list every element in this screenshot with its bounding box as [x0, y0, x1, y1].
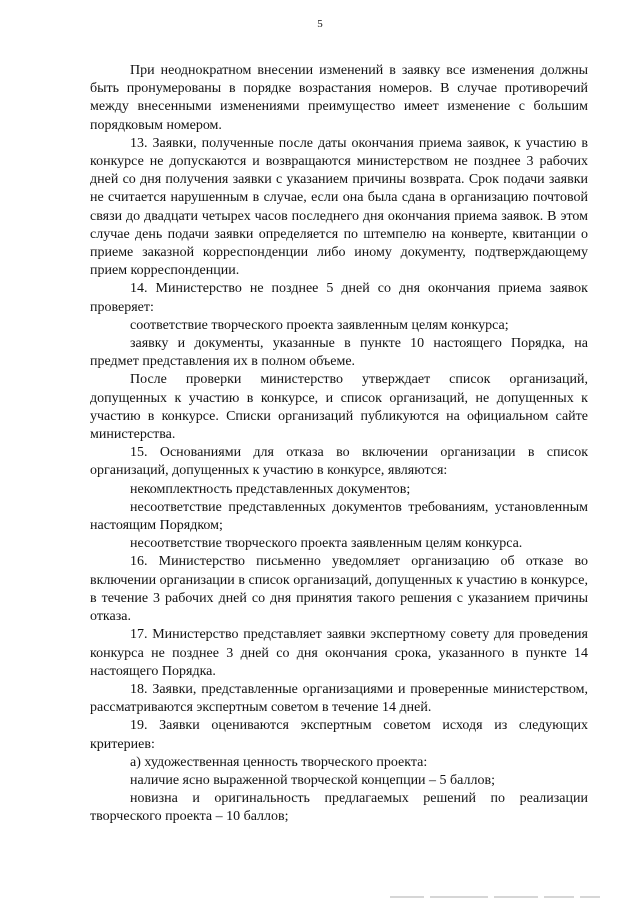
paragraph-16-refusal-notice: 16. Министерство письменно уведомляет организацию об отказе во включении организации в список организаций, допущенных к участию в конкурсе, в течение 3 рабочих дней со дня принятия такого решения с указанием причины отказа.	[90, 554, 588, 625]
paragraph-13-late-applications: 13. Заявки, полученные после даты окончания приема заявок, к участию в конкурсе не допускаются и возвращаются министерством не позднее 3 рабочих дней со дня получения заявки с указанием причины возврата. Срок подачи заявки не считается нарушенным в случае, если она была сдана в организацию почтовой связи до двадцати четырех часов последнего дня окончания приема заявок. В этом случае день подачи заявки определяется по штемпелю на конверте, квитанции о приеме заказной корреспонденции либо иному документу, подтверждающему прием корреспонденции.	[90, 135, 588, 279]
paragraph-19-criterion-a-2: новизна и оригинальность предлагаемых решений по реализации творческого проекта – 10 баллов;	[90, 791, 588, 825]
paragraph-19-criteria: 19. Заявки оцениваются экспертным советом исходя из следующих критериев:	[90, 718, 588, 752]
paragraph-14-check-item-1: соответствие творческого проекта заявленным целям конкурса;	[130, 317, 509, 333]
paragraph-18-review-period: 18. Заявки, представленные организациями и проверенные министерством, рассматриваются экспертным советом в течение 14 дней.	[90, 681, 588, 716]
paragraph-15-ground-3: несоответствие творческого проекта заявленным целям конкурса.	[130, 536, 523, 552]
paragraph-15-refusal-grounds: 15. Основаниями для отказа во включении организации в список организаций, допущенных к участию в конкурсе, являются:	[90, 445, 588, 479]
paragraph-14-ministry-checks: 14. Министерство не позднее 5 дней со дня окончания приема заявок проверяет:	[90, 281, 588, 315]
paragraph-amendments-numbering: При неоднократном внесении изменений в заявку все изменения должны быть пронумерованы в порядке возрастания номеров. В случае противоречий между внесенными изменениями преимущество имеет изменение с большим порядковым номером.	[90, 63, 588, 133]
paragraph-17-expert-council: 17. Министерство представляет заявки экспертному совету для проведения конкурса не позднее 3 дней со дня окончания срока, указанного в пункте 14 настоящего Порядка.	[90, 627, 588, 679]
paragraph-19-criterion-a-1: наличие ясно выраженной творческой концепции – 5 баллов;	[130, 772, 495, 788]
paragraph-15-ground-1: некомплектность представленных документов;	[130, 481, 411, 497]
page-number: 5	[317, 18, 323, 30]
paragraph-19-criterion-a: а) художественная ценность творческого проекта:	[130, 754, 428, 770]
document-body	[90, 62, 588, 827]
paragraph-15-ground-2: несоответствие представленных документов требованиям, установленным настоящим Порядком;	[90, 499, 588, 534]
paragraph-14-lists-approval: После проверки министерство утверждает список организаций, допущенных к участию в конкурсе, и список организаций, не допущенных к участию в конкурсе. Списки организаций публикуются на официальном сайте министерства.	[90, 372, 588, 443]
paragraph-14-check-item-2: заявку и документы, указанные в пункте 10 настоящего Порядка, на предмет представления их в полном объеме.	[90, 336, 588, 370]
footer-scan-marks	[390, 896, 620, 902]
